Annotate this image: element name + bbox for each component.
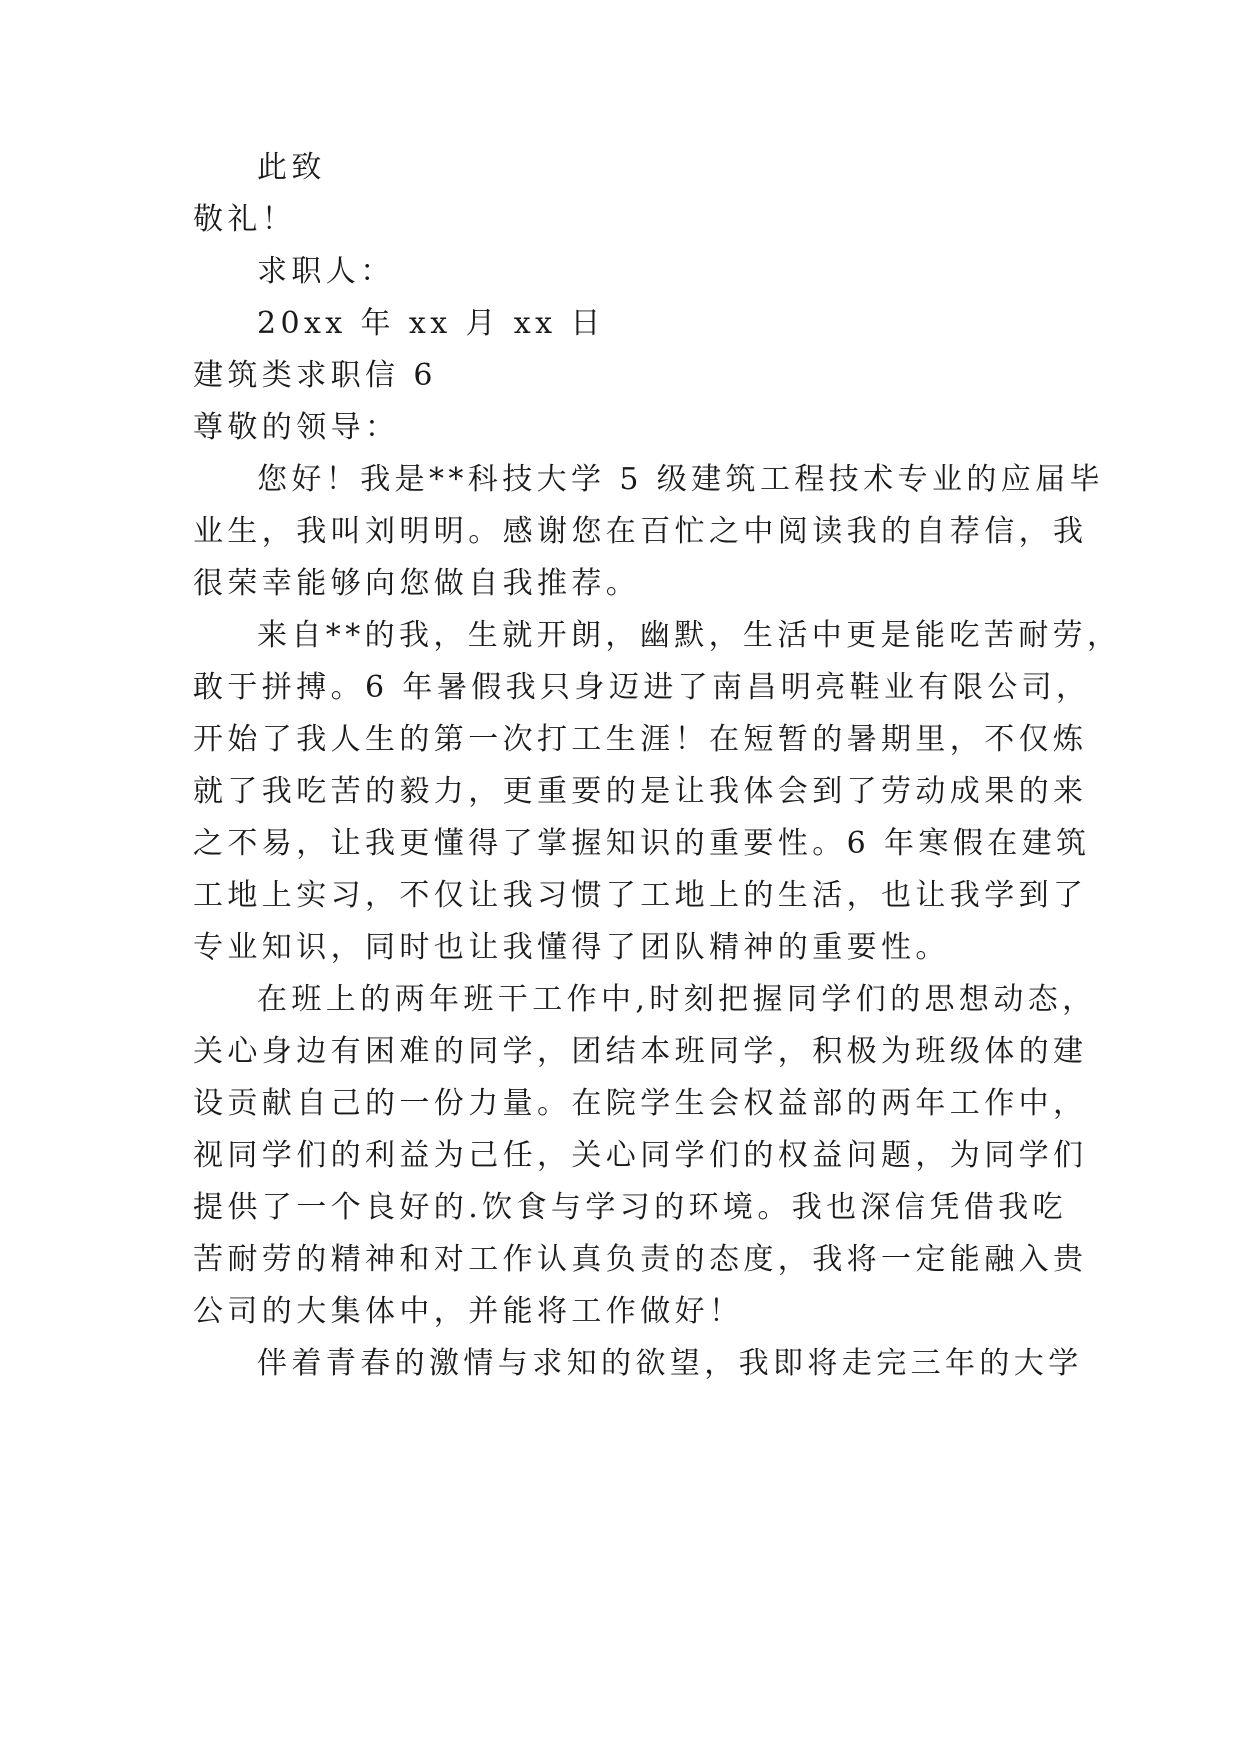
letter-title: 建筑类求职信 6 <box>193 358 437 393</box>
body-line: 公司的大集体中，并能将工作做好！ <box>193 1294 744 1329</box>
body-line: 提供了一个良好的.饮食与学习的环境。我也深信凭借我吃 <box>193 1190 1067 1225</box>
body-line: 之不易，让我更懂得了掌握知识的重要性。6 年寒假在建筑 <box>193 826 1091 861</box>
body-line: 来自**的我，生就开朗，幽默，生活中更是能吃苦耐劳， <box>257 618 1122 653</box>
body-line: 很荣幸能够向您做自我推荐。 <box>193 566 641 601</box>
body-line: 工地上实习，不仅让我习惯了工地上的生活，也让我学到了 <box>193 878 1088 913</box>
body-line: 您好！我是**科技大学 5 级建筑工程技术专业的应届毕 <box>257 462 1104 497</box>
body-line: 开始了我人生的第一次打工生涯！在短暂的暑期里，不仅炼 <box>193 722 1088 757</box>
closing-regards: 敬礼！ <box>193 202 297 237</box>
applicant-signature-label: 求职人： <box>257 254 395 289</box>
letter-date: 20xx 年 xx 月 xx 日 <box>257 306 605 341</box>
body-line: 专业知识，同时也让我懂得了团队精神的重要性。 <box>193 930 950 965</box>
body-line: 业生，我叫刘明明。感谢您在百忙之中阅读我的自荐信，我 <box>193 514 1088 549</box>
closing-salutation: 此致 <box>257 150 326 185</box>
body-line: 就了我吃苦的毅力，更重要的是让我体会到了劳动成果的来 <box>193 774 1088 809</box>
body-line: 在班上的两年班干工作中,时刻把握同学们的思想动态， <box>257 982 1097 1017</box>
letter-greeting: 尊敬的领导： <box>193 410 400 445</box>
body-line: 敢于拼搏。6 年暑假我只身迈进了南昌明亮鞋业有限公司， <box>193 670 1091 705</box>
body-line: 设贡献自己的一份力量。在院学生会权益部的两年工作中， <box>193 1086 1088 1121</box>
body-line: 关心身边有困难的同学，团结本班同学，积极为班级体的建 <box>193 1034 1088 1069</box>
body-line: 伴着青春的激情与求知的欲望，我即将走完三年的大学 <box>257 1346 1083 1381</box>
body-line: 视同学们的利益为己任，关心同学们的权益问题，为同学们 <box>193 1138 1088 1173</box>
body-line: 苦耐劳的精神和对工作认真负责的态度，我将一定能融入贵 <box>193 1242 1088 1277</box>
